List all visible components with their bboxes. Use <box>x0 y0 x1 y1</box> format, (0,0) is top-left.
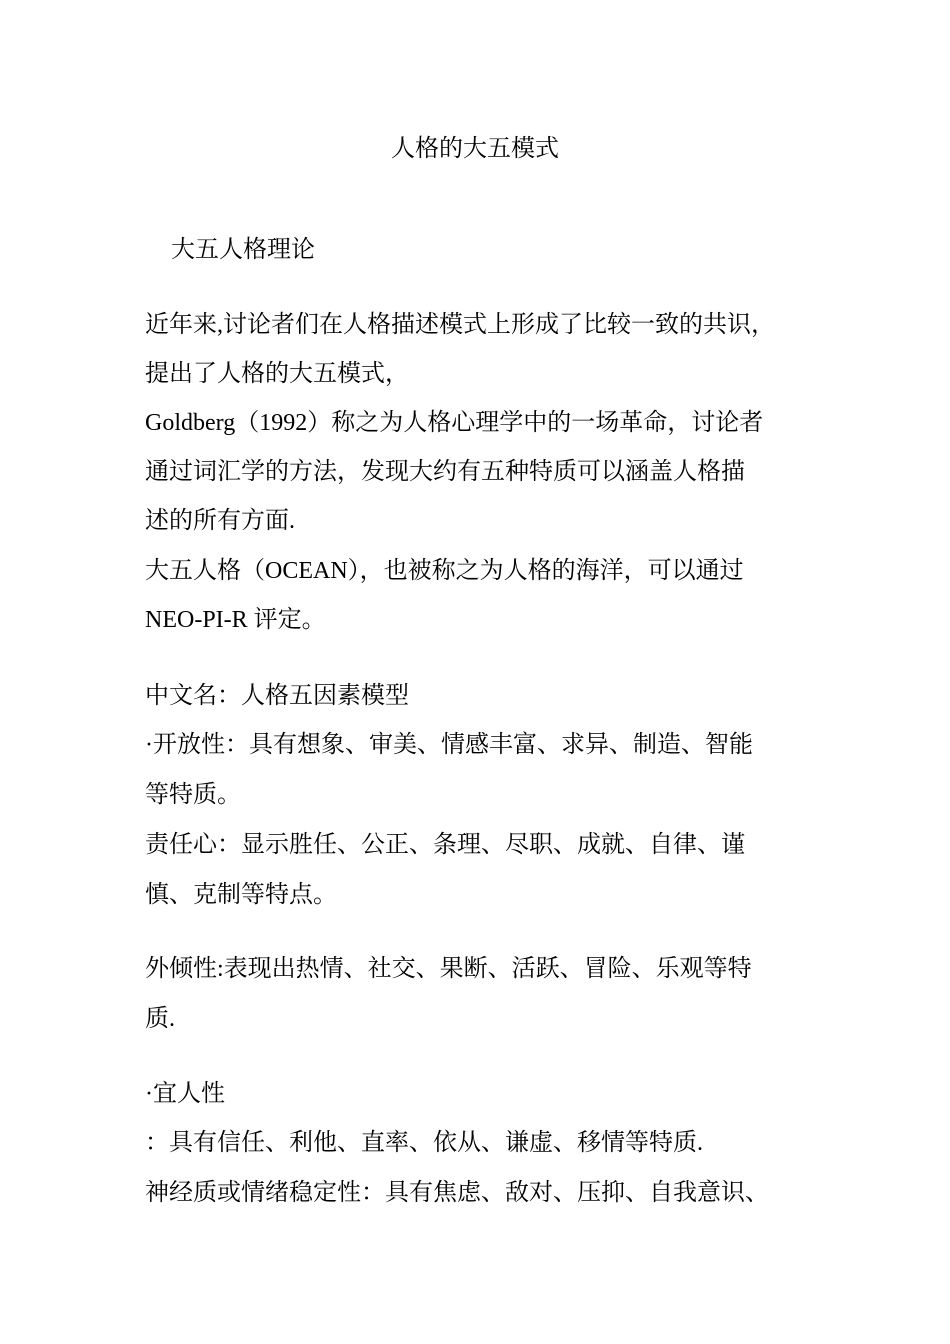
paragraph-line: 中文名：人格五因素模型 <box>145 683 409 709</box>
paragraph-line: ·开放性：具有想象、审美、情感丰富、求异、制造、智能 <box>145 732 753 758</box>
paragraph-line: 外倾性:表现出热情、社交、果断、活跃、冒险、乐观等特 <box>145 956 752 982</box>
paragraph-line: ：具有信任、利他、直率、依从、谦虚、移情等特质. <box>145 1130 703 1156</box>
paragraph-line: 述的所有方面. <box>145 508 295 534</box>
paragraph-line: 神经质或情绪稳定性：具有焦虑、敌对、压抑、自我意识、 <box>145 1180 769 1206</box>
paragraph-line: 慎、克制等特点。 <box>145 882 337 908</box>
paragraph-line: 质. <box>145 1006 175 1032</box>
paragraph-line: ·宜人性 <box>145 1081 225 1107</box>
paragraph-line: 大五人格（OCEAN），也被称之为人格的海洋，可以通过 <box>145 558 744 584</box>
paragraph-line: NEO-PI-R 评定。 <box>145 607 326 633</box>
paragraph-line: 责任心：显示胜任、公正、条理、尽职、成就、自律、谨 <box>145 832 745 858</box>
paragraph-line: 等特质。 <box>145 782 241 808</box>
paragraph-line: 近年来,讨论者们在人格描述模式上形成了比较一致的共识， <box>145 312 775 338</box>
document-title: 人格的大五模式 <box>391 136 559 162</box>
section-heading: 大五人格理论 <box>171 237 315 263</box>
paragraph-line: Goldberg（1992）称之为人格心理学中的一场革命，讨论者 <box>145 410 764 436</box>
paragraph-line: 通过词汇学的方法，发现大约有五种特质可以涵盖人格描 <box>145 459 745 485</box>
paragraph-line: 提出了人格的大五模式， <box>145 361 409 387</box>
